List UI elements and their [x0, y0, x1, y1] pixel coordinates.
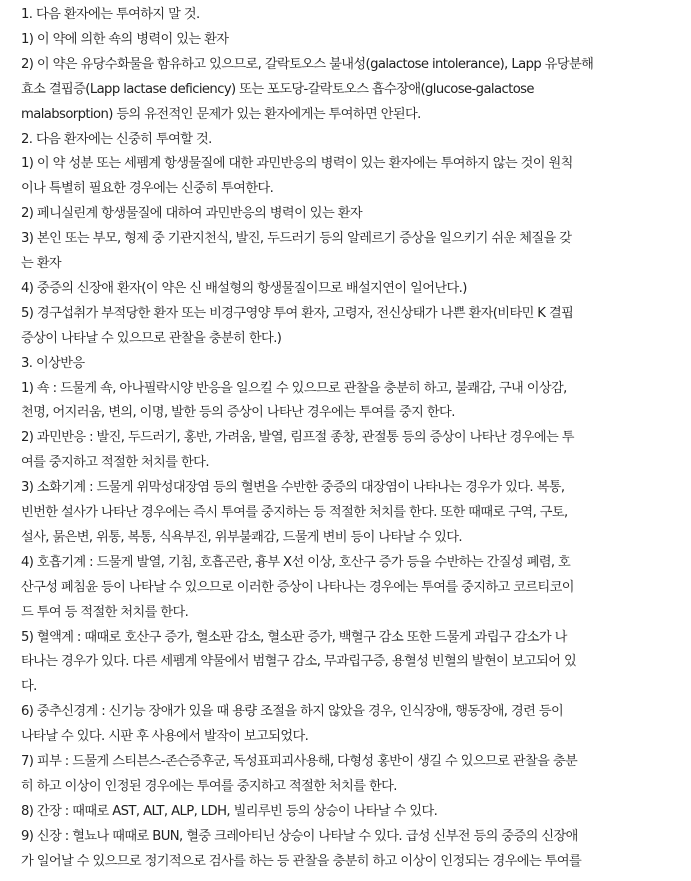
text-line: 3) 소화기계 : 드물게 위막성대장염 등의 혈변을 수반한 중증의 대장염이 나타나는 경우가 있다. 복통,	[21, 480, 565, 496]
text-line: 1. 다음 환자에는 투여하지 말 것.	[21, 7, 200, 22]
text-line: 1) 쇽 : 드물게 쇽, 아나필락시양 반응을 일으킬 수 있으므로 관찰을 충분히 하고, 불쾌감, 구내 이상감,	[21, 380, 567, 396]
text-line: 타나는 경우가 있다. 다른 세펨계 약물에서 범혈구 감소, 무과립구증, 용혈성 빈혈의 발현이 보고되어 있	[21, 654, 577, 670]
text-line: 2) 페니실린계 항생물질에 대하여 과민반응의 병력이 있는 환자	[21, 206, 362, 222]
text-line: 빈번한 설사가 나타난 경우에는 즉시 투여를 중지하는 등 적절한 처치를 한다. 또한 때때로 구역, 구토,	[21, 505, 568, 520]
text-line: 증상이 나타날 수 있으므로 관찰을 충분히 한다.)	[21, 330, 282, 346]
text-line: 드 투여 등 적절한 처치를 한다.	[21, 604, 189, 620]
text-line: 5) 경구섭취가 부적당한 환자 또는 비경구영양 투여 환자, 고령자, 전신상태가 나쁜 환자(비타민 K 결핍	[21, 305, 574, 321]
text-line: 5) 혈액계 : 때때로 호산구 증가, 혈소판 감소, 혈소판 증가, 백혈구 감소 또한 드물게 과립구 감소가 나	[21, 629, 567, 645]
text-line: 효소 결핍증(Lapp lactase deficiency) 또는 포도당-갈락토오스 흡수장애(glucose-galactose	[21, 81, 534, 97]
text-line: 4) 호흡기계 : 드물게 발열, 기침, 호흡곤란, 흉부 X선 이상, 호산구 증가 등을 수반하는 간질성 폐렴, 호	[21, 554, 571, 570]
text-line: malabsorption) 등의 유전적인 문제가 있는 환자에게는 투여하면 안된다.	[21, 106, 421, 122]
text-line: 산구성 폐침윤 등이 나타날 수 있으므로 이러한 증상이 나타나는 경우에는 투여를 중지하고 코르티코이	[21, 579, 574, 595]
text-line: 설사, 묽은변, 위통, 복통, 식욕부진, 위부불쾌감, 드물게 변비 등이 나타날 수 있다.	[21, 529, 462, 545]
text-line: 4) 중증의 신장애 환자(이 약은 신 배설형의 항생물질이므로 배설지연이 일어난다.)	[21, 280, 467, 296]
text-line: 1) 이 약에 의한 쇽의 병력이 있는 환자	[21, 31, 229, 47]
text-line: 3) 본인 또는 부모, 형제 중 기관지천식, 발진, 두드러기 등의 알레르기 증상을 일으키기 쉬운 체질을 갖	[21, 231, 572, 247]
text-line: 천명, 어지러움, 변의, 이명, 발한 등의 증상이 나타난 경우에는 투여를 중지 한다.	[21, 405, 455, 421]
text-line: 3. 이상반응	[21, 355, 85, 371]
text-line: 이나 특별히 필요한 경우에는 신중히 투여한다.	[21, 181, 274, 197]
text-line: 나타날 수 있다. 시판 후 사용에서 발작이 보고되었다.	[21, 729, 309, 745]
text-line: 여를 중지하고 적절한 처치를 한다.	[21, 455, 209, 471]
text-line: 다.	[21, 679, 37, 695]
text-line: 가 일어날 수 있으므로 정기적으로 검사를 하는 등 관찰을 충분히 하고 이상이 인정되는 경우에는 투여를	[21, 853, 582, 869]
text-line: 6) 중추신경계 : 신기능 장애가 있을 때 용량 조절을 하지 않았을 경우, 인식장애, 행동장애, 경련 등이	[21, 704, 564, 720]
text-line: 2) 과민반응 : 발진, 두드러기, 홍반, 가려움, 발열, 림프절 종창, 관절통 등의 증상이 나타난 경우에는 투	[21, 430, 574, 446]
text-line: 9) 신장 : 혈뇨나 때때로 BUN, 혈중 크레아티닌 상승이 나타날 수 있다. 급성 신부전 등의 중증의 신장애	[21, 828, 578, 844]
text-line: 1) 이 약 성분 또는 세펨계 항생물질에 대한 과민반응의 병력이 있는 환자에는 투여하지 않는 것이 원칙	[21, 156, 573, 172]
text-line: 7) 피부 : 드물게 스티븐스-존슨증후군, 독성표피괴사용해, 다형성 홍반이 생길 수 있으므로 관찰을 충분	[21, 754, 578, 769]
text-line: 2) 이 약은 유당수화물을 함유하고 있으므로, 갈락토오스 불내성(galactose intolerance), Lapp 유당분해	[21, 56, 594, 72]
text-line: 히 하고 이상이 인정된 경우에는 투여를 중지하고 적절한 처치를 한다.	[21, 778, 397, 794]
text-line: 8) 간장 : 때때로 AST, ALT, ALP, LDH, 빌리루빈 등의 상승이 나타날 수 있다.	[21, 803, 438, 819]
text-line: 2. 다음 환자에는 신중히 투여할 것.	[21, 131, 212, 147]
text-line: 는 환자	[21, 256, 62, 271]
